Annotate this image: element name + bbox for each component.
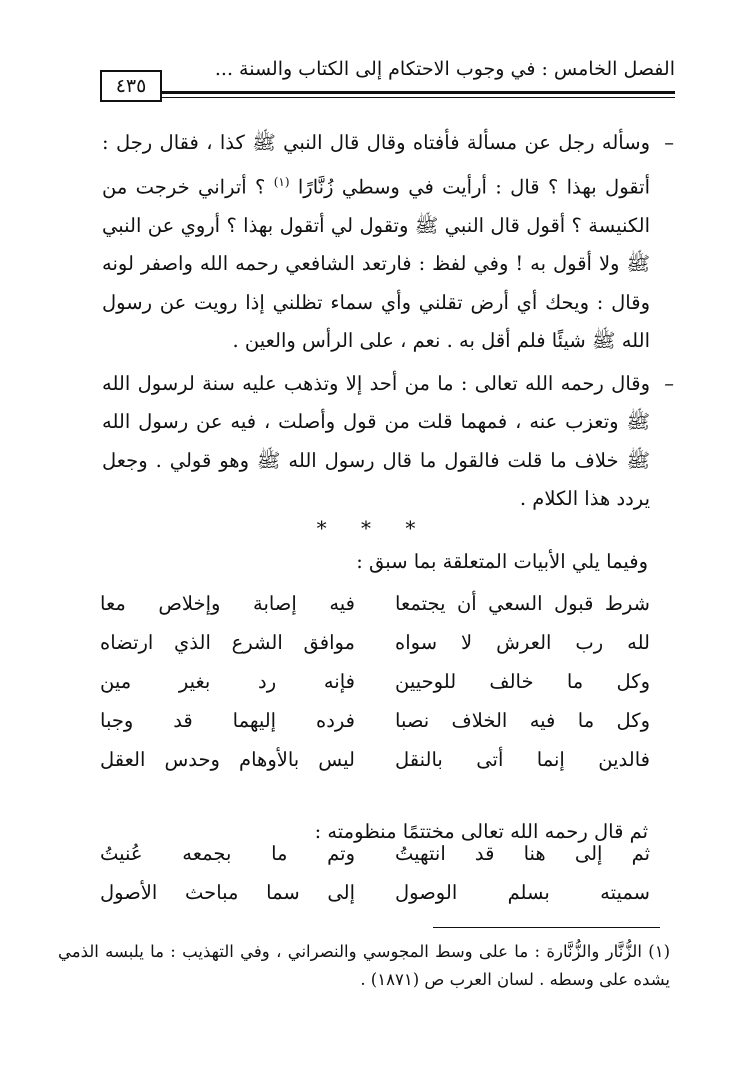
closing-intro: ثم قال رحمه الله تعالى مختتمًا منظومته : [314, 820, 648, 843]
page-header [100, 52, 675, 102]
footnote [58, 938, 670, 994]
poem-block-1 [100, 592, 650, 787]
footnote-text: الزُّنَّار والزُّنَّارة : ما على وسط المجوسي والنصراني ، وفي التهذيب : ما يلبسه الذمي يشده على وسطه . لسان العرب ص (١٨٧١) . [58, 942, 670, 989]
verse-line [100, 709, 650, 748]
paragraph-dash: – [664, 131, 674, 154]
hemistich-right: ثم إلى هنا قد انتهيتُ [395, 842, 650, 865]
body-text [102, 124, 674, 523]
poem-block-2 [100, 842, 650, 920]
hemistich-right: شرط قبول السعي أن يجتمعا [395, 592, 650, 615]
hemistich-left: فيه إصابة وإخلاص معا [100, 592, 355, 615]
hemistich-right: فالدين إنما أتى بالنقل [395, 748, 650, 771]
hemistich-right: وكل ما خالف للوحيين [395, 670, 650, 693]
verse-line [100, 842, 650, 881]
paragraph-text: وقال رحمه الله تعالى : ما من أحد إلا وتذهب عليه سنة لرسول الله ﷺ وتعزب عنه ، فمهما قلت من قول وأصلت ، فيه عن رسول الله ﷺ خلاف ما قلت فالقول ما قال رسول الله ﷺ وهو قولي . وجعل يردد هذا الكلام . [102, 371, 650, 510]
footnote-ref: (١) [273, 174, 290, 189]
verse-line [100, 670, 650, 709]
footnote-rule [433, 927, 660, 928]
hemistich-left: موافق الشرع الذي ارتضاه [100, 631, 355, 654]
page-number: ٤٣٥ [100, 70, 162, 102]
hemistich-left: وتم ما بجمعه عُنيتُ [100, 842, 355, 865]
hemistich-left: فرده إليهما قد وجبا [100, 709, 355, 732]
paragraph-text: وسأله رجل عن مسألة فأفتاه وقال قال النبي ﷺ كذا ، فقال رجل : أتقول بهذا ؟ قال : أرأيت في وسطي زُنَّارًا [102, 131, 650, 198]
hemistich-left: ليس بالأوهام وحدس العقل [100, 748, 355, 771]
chapter-title: الفصل الخامس : في وجوب الاحتكام إلى الكتاب والسنة ... [214, 58, 675, 80]
paragraph-1 [102, 124, 674, 361]
header-rule-thin [160, 97, 675, 98]
header-rule-thick [160, 91, 675, 94]
hemistich-left: فإنه رد بغير مين [100, 670, 355, 693]
section-separator: * * * [316, 516, 430, 540]
hemistich-right: لله رب العرش لا سواه [395, 631, 650, 654]
verse-line [100, 631, 650, 670]
verse-line [100, 881, 650, 920]
hemistich-right: سميته بسلم الوصول [395, 881, 650, 904]
paragraph-dash: – [664, 371, 674, 395]
paragraph-2 [102, 365, 674, 519]
hemistich-left: إلى سما مباحث الأصول [100, 881, 355, 904]
footnote-marker: (١) [648, 942, 670, 961]
verse-line [100, 592, 650, 631]
hemistich-right: وكل ما فيه الخلاف نصبا [395, 709, 650, 732]
verse-line [100, 748, 650, 787]
paragraph-text-continued: ؟ أتراني خرجت من الكنيسة ؟ أقول قال النبي ﷺ وتقول لي أتقول بهذا ؟ أروي عن النبي ﷺ ولا أقول به ! وفي لفظ : فارتعد الشافعي رحمه الله واصفر لونه وقال : ويحك أي أرض تقلني وأي سماء تظلني إذا رويت عن رسول الله ﷺ شيئًا فلم أقل به . نعم ، على الرأس والعين . [102, 175, 650, 352]
poem-intro: وفيما يلي الأبيات المتعلقة بما سبق : [356, 550, 648, 573]
